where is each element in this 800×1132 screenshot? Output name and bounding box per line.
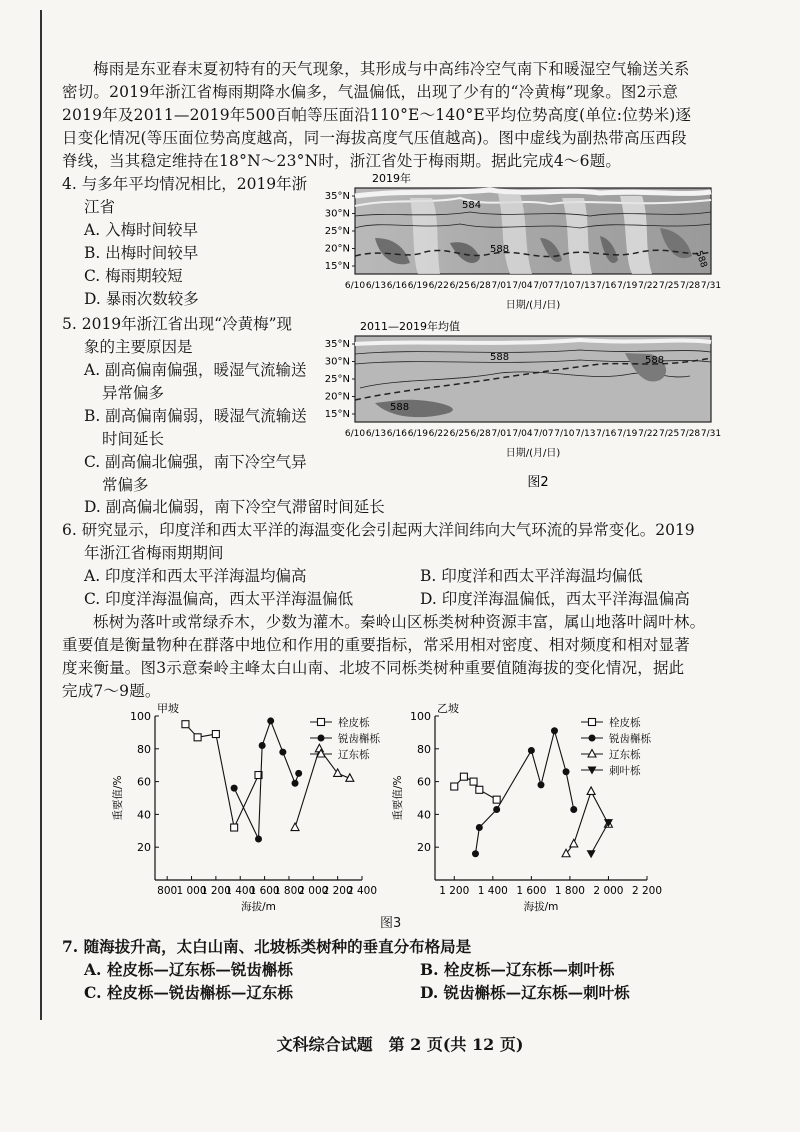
fig2-top-label: 588 bbox=[490, 244, 510, 255]
q5-option-a-cont: 异常偏多 bbox=[102, 384, 165, 402]
fig2-x-tick: 7/10 bbox=[554, 429, 575, 439]
fig2-x-tick: 7/19 bbox=[617, 281, 638, 291]
series-1 bbox=[472, 727, 577, 857]
fig2-top-x-axis bbox=[345, 281, 721, 291]
data-point-circle bbox=[476, 824, 483, 831]
y-tick-label: 80 bbox=[137, 742, 151, 756]
data-point-square bbox=[182, 721, 189, 728]
data-point-square bbox=[460, 773, 467, 780]
q7-option-a[interactable]: A. 栓皮栎—辽东栎—锐齿槲栎 bbox=[84, 960, 293, 979]
fig2-x-tick: 6/25 bbox=[449, 429, 470, 439]
fig2-x-tick: 6/16 bbox=[386, 429, 407, 439]
intro-paragraph-2 bbox=[62, 611, 762, 703]
series-3 bbox=[587, 819, 613, 858]
q4-stem: 江省 bbox=[84, 198, 116, 216]
intro2-line: 栎树为落叶或常绿乔木，少数为灌木。秦岭山区栎类树种资源丰富，属山地落叶阔叶林。 bbox=[93, 613, 706, 631]
y-axis-label: 重要值/% bbox=[392, 775, 404, 821]
x-tick-label: 1 400 bbox=[477, 885, 508, 897]
series-0 bbox=[182, 721, 262, 831]
y-tick-label: 60 bbox=[137, 775, 151, 789]
y-tick-label: 20 bbox=[137, 841, 151, 855]
q6-option-c[interactable]: C. 印度洋海温偏高，西太平洋海温偏低 bbox=[84, 590, 354, 608]
legend-label: 栓皮栎 bbox=[338, 717, 370, 729]
chart-title: 乙坡 bbox=[437, 702, 459, 715]
data-point-square bbox=[470, 778, 477, 785]
x-tick-label: 1 400 bbox=[225, 885, 256, 897]
fig2-x-tick: 7/16 bbox=[596, 281, 617, 291]
x-axis-label: 海拔/m bbox=[241, 901, 276, 913]
fig2-x-tick: 6/13 bbox=[365, 429, 387, 439]
data-point-circle bbox=[231, 785, 238, 792]
x-axis-label: 海拔/m bbox=[523, 901, 559, 913]
fig2-x-tick: 7/10 bbox=[554, 281, 575, 291]
series-1 bbox=[231, 717, 303, 842]
q6-option-d[interactable]: D. 印度洋海温偏低，西太平洋海温偏高 bbox=[420, 590, 690, 608]
fig2-x-tick: 7/19 bbox=[617, 429, 638, 439]
legend-entry bbox=[310, 716, 370, 729]
fig2-x-tick: 7/22 bbox=[638, 429, 659, 439]
q4-option-a[interactable]: A. 入梅时间较早 bbox=[84, 221, 199, 239]
fig2-x-tick: 7/07 bbox=[533, 281, 554, 291]
fig2-x-tick: 7/28 bbox=[679, 281, 701, 291]
data-point-triangle bbox=[587, 787, 595, 795]
fig2-top-label: 588 bbox=[693, 249, 709, 270]
data-point-circle bbox=[472, 850, 479, 857]
data-point-circle bbox=[279, 749, 286, 756]
intro2-line: 重要值是衡量物种在群落中地位和作用的重要指标，常采用相对密度、相对频度和相对显著 bbox=[62, 636, 691, 654]
page-footer: 文科综合试题 第 2 页(共 12 页) bbox=[276, 1035, 524, 1054]
figure-3-chart-b bbox=[392, 700, 685, 915]
q5-stem: 5. 2019年浙江省出现“冷黄梅”现 bbox=[62, 315, 293, 333]
fig2-x-tick: 7/16 bbox=[596, 429, 617, 439]
q4-option-b[interactable]: B. 出梅时间较早 bbox=[84, 244, 199, 262]
fig2-x-tick: 6/19 bbox=[407, 429, 428, 439]
fig2-top-y-axis bbox=[325, 191, 355, 272]
data-point-square bbox=[318, 719, 325, 726]
x-tick-label: 2 000 bbox=[593, 885, 624, 897]
fig2-y-tick: 30°N bbox=[324, 208, 350, 220]
data-point-circle bbox=[292, 780, 299, 787]
data-point-circle bbox=[563, 768, 570, 775]
data-point-circle bbox=[570, 806, 577, 813]
fig3-caption: 图3 bbox=[380, 916, 402, 931]
q7-option-c[interactable]: C. 栓皮栎—锐齿槲栎—辽东栎 bbox=[84, 983, 293, 1002]
series-0 bbox=[451, 773, 500, 803]
q7-option-d[interactable]: D. 锐齿槲栎—辽东栎—刺叶栎 bbox=[420, 983, 630, 1002]
x-tick-label: 1 600 bbox=[516, 885, 547, 897]
q6-stem: 6. 研究显示，印度洋和西太平洋的海温变化会引起两大洋间纬向大气环流的异常变化。2019 bbox=[62, 521, 695, 539]
fig2-y-tick: 15°N bbox=[324, 261, 350, 272]
y-axis-label: 重要值/% bbox=[112, 775, 124, 821]
fig2-x-tick: 6/25 bbox=[449, 281, 470, 291]
intro-paragraph-1 bbox=[62, 58, 762, 173]
data-point-circle bbox=[255, 836, 262, 843]
x-tick-label: 1 200 bbox=[439, 885, 470, 897]
y-tick-label: 40 bbox=[137, 808, 151, 822]
legend-entry bbox=[581, 716, 641, 729]
data-point-circle bbox=[538, 781, 545, 788]
fig2-x-tick: 7/07 bbox=[533, 429, 554, 439]
q5-option-c-cont: 常偏多 bbox=[102, 476, 149, 494]
intro1-line: 梅雨是东亚春末夏初特有的天气现象，其形成与中高纬冷空气南下和暖湿空气输送关系 bbox=[93, 60, 690, 78]
data-point-square bbox=[194, 734, 201, 741]
x-tick-label: 2 400 bbox=[346, 885, 378, 897]
q5-option-a[interactable]: A. 副高偏南偏强，暖湿气流输送 bbox=[84, 361, 307, 379]
q5-option-c[interactable]: C. 副高偏北偏强，南下冷空气异 bbox=[84, 453, 307, 471]
data-point-circle bbox=[318, 735, 325, 742]
series-line bbox=[234, 721, 299, 839]
question-6 bbox=[62, 519, 695, 565]
fig2-x-tick: 7/28 bbox=[679, 429, 701, 439]
x-tick-label: 1 800 bbox=[273, 885, 304, 897]
fig2-x-tick: 7/01 bbox=[491, 281, 512, 291]
intro1-line: 日变化情况(等压面位势高度越高，同一海拔高度气压值越高)。图中虚线为副热带高压西段 bbox=[62, 129, 687, 147]
figure-3-chart-a bbox=[100, 700, 400, 915]
fig2-x-tick: 7/13 bbox=[575, 429, 596, 439]
q4-option-c[interactable]: C. 梅雨期较短 bbox=[84, 267, 183, 285]
data-point-square bbox=[493, 796, 500, 803]
intro1-line: 2019年及2011—2019年500百帕等压面沿110°E～140°E平均位势高度(单位:位势米)逐 bbox=[62, 106, 692, 124]
fig2-bottom-x-axis bbox=[345, 429, 721, 439]
fig2-y-tick: 30°N bbox=[324, 356, 350, 368]
q5-option-b-cont: 时间延长 bbox=[102, 430, 165, 448]
fig2-caption: 图2 bbox=[527, 475, 549, 490]
q5-option-b[interactable]: B. 副高偏南偏弱，暖湿气流输送 bbox=[84, 407, 307, 425]
fig2-x-tick: 7/01 bbox=[491, 429, 512, 439]
data-point-square bbox=[231, 824, 238, 831]
intro2-line: 完成7～9题。 bbox=[62, 682, 161, 700]
fig2-y-tick: 25°N bbox=[324, 226, 350, 237]
q6-option-b[interactable]: B. 印度洋和西太平洋海温均偏低 bbox=[420, 567, 643, 585]
fig2-top-panel bbox=[325, 171, 721, 311]
fig2-x-tick: 6/22 bbox=[428, 429, 449, 439]
data-point-circle bbox=[551, 727, 558, 734]
fig2-y-tick: 25°N bbox=[324, 374, 350, 385]
y-tick-label: 80 bbox=[417, 742, 431, 756]
y-tick-label: 100 bbox=[130, 710, 151, 723]
data-point-square bbox=[451, 783, 458, 790]
legend-entry bbox=[581, 748, 641, 761]
fig2-x-tick: 7/31 bbox=[700, 281, 722, 291]
data-point-circle bbox=[528, 747, 535, 754]
y-tick-label: 60 bbox=[417, 775, 431, 789]
intro1-line: 密切。2019年浙江省梅雨期降水偏多，气温偏低，出现了少有的“冷黄梅”现象。图2示意 bbox=[62, 83, 679, 101]
x-tick-label: 2 200 bbox=[631, 885, 663, 897]
fig2-x-tick: 6/22 bbox=[428, 281, 449, 291]
fig2-bottom-xlabel: 日期/(月/日) bbox=[505, 448, 561, 459]
fig2-x-tick: 6/13 bbox=[365, 281, 387, 291]
legend-label: 刺叶栎 bbox=[609, 765, 641, 777]
figure-2 bbox=[300, 168, 740, 492]
q5-option-d[interactable]: D. 副高偏北偏弱，南下冷空气滞留时间延长 bbox=[84, 498, 385, 516]
q7-option-b[interactable]: B. 栓皮栎—辽东栎—刺叶栎 bbox=[420, 960, 615, 979]
fig2-x-tick: 6/10 bbox=[344, 281, 366, 291]
legend-label: 锐齿槲栎 bbox=[338, 733, 380, 745]
fig2-x-tick: 6/16 bbox=[386, 281, 407, 291]
data-point-triangle bbox=[588, 750, 596, 758]
y-tick-label: 100 bbox=[410, 710, 431, 723]
fig2-x-tick: 6/28 bbox=[470, 429, 491, 439]
question-5 bbox=[62, 313, 307, 497]
fig2-top-title: 2019年 bbox=[372, 172, 411, 185]
data-point-circle bbox=[267, 717, 274, 724]
fig2-bottom-label: 588 bbox=[390, 402, 410, 413]
x-tick-label: 1 600 bbox=[249, 885, 280, 897]
fig2-x-tick: 6/19 bbox=[407, 281, 428, 291]
data-point-square bbox=[589, 719, 596, 726]
fig2-y-tick: 20°N bbox=[324, 243, 350, 255]
q4-stem: 4. 与多年平均情况相比，2019年浙 bbox=[62, 175, 308, 193]
fig2-bottom-y-axis bbox=[325, 339, 355, 420]
data-point-triangle-down bbox=[587, 850, 596, 858]
data-point-circle bbox=[493, 806, 500, 813]
fig2-y-tick: 15°N bbox=[324, 409, 350, 420]
fig2-x-tick: 6/28 bbox=[470, 281, 491, 291]
data-point-square bbox=[212, 731, 219, 738]
data-point-triangle bbox=[570, 839, 578, 847]
fig2-x-tick: 7/22 bbox=[638, 281, 659, 291]
fig2-top-xlabel: 日期/(月/日) bbox=[505, 300, 561, 311]
chart-title: 甲坡 bbox=[157, 702, 179, 715]
question-7-stem: 7. 随海拔升高，太白山南、北坡栎类树种的垂直分布格局是 bbox=[62, 937, 472, 956]
y-tick-label: 40 bbox=[417, 808, 431, 822]
intro2-line: 度来衡量。图3示意秦岭主峰太白山南、北坡不同栎类树种重要值随海拔的变化情况，据此 bbox=[62, 659, 685, 677]
legend-entry bbox=[581, 732, 651, 745]
legend-label: 栓皮栎 bbox=[609, 717, 641, 729]
left-margin-rule bbox=[40, 10, 42, 1020]
x-tick-label: 2 200 bbox=[322, 885, 353, 897]
fig2-y-tick: 35°N bbox=[324, 191, 350, 202]
fig2-x-tick: 6/10 bbox=[344, 429, 366, 439]
legend-label: 锐齿槲栎 bbox=[609, 733, 651, 745]
q6-stem: 年浙江省梅雨期期间 bbox=[84, 544, 224, 562]
question-4 bbox=[62, 173, 307, 311]
fig2-x-tick: 7/13 bbox=[575, 281, 596, 291]
fig2-x-tick: 7/04 bbox=[512, 429, 533, 439]
fig2-x-tick: 7/31 bbox=[700, 429, 722, 439]
intro1-line: 脊线，当其稳定维持在18°N～23°N时，浙江省处于梅雨期。据此完成4～6题。 bbox=[62, 152, 622, 170]
x-tick-label: 800 bbox=[157, 885, 178, 897]
q4-option-d[interactable]: D. 暴雨次数较多 bbox=[84, 290, 199, 308]
data-point-circle bbox=[295, 770, 302, 777]
data-point-square bbox=[476, 786, 483, 793]
fig2-bottom-panel bbox=[325, 319, 721, 459]
y-tick-label: 20 bbox=[417, 841, 431, 855]
fig2-bottom-label: 588 bbox=[645, 355, 665, 366]
series-line bbox=[475, 731, 573, 854]
x-tick-label: 2 000 bbox=[298, 885, 329, 897]
fig2-bottom-title: 2011—2019年均值 bbox=[360, 320, 460, 333]
fig2-x-tick: 7/04 bbox=[512, 281, 533, 291]
legend-entry bbox=[310, 732, 380, 745]
x-tick-label: 1 200 bbox=[200, 885, 231, 897]
legend-label: 辽东栎 bbox=[338, 749, 370, 761]
series-2 bbox=[562, 787, 612, 857]
fig2-top-label: 584 bbox=[462, 200, 482, 211]
fig2-x-tick: 7/25 bbox=[659, 281, 680, 291]
x-tick-label: 1 800 bbox=[554, 885, 585, 897]
legend-entry bbox=[581, 764, 641, 777]
data-point-triangle bbox=[291, 823, 299, 831]
q5-stem: 象的主要原因是 bbox=[84, 338, 193, 356]
fig2-bottom-label: 588 bbox=[490, 352, 510, 363]
fig2-y-tick: 20°N bbox=[324, 391, 350, 403]
data-point-circle bbox=[259, 742, 266, 749]
q6-option-a[interactable]: A. 印度洋和西太平洋海温均偏高 bbox=[84, 567, 307, 585]
x-tick-label: 1 000 bbox=[176, 885, 207, 897]
fig2-x-tick: 7/25 bbox=[659, 429, 680, 439]
fig2-y-tick: 35°N bbox=[324, 339, 350, 350]
legend-label: 辽东栎 bbox=[609, 749, 641, 761]
series-line bbox=[591, 823, 608, 854]
data-point-circle bbox=[589, 735, 596, 742]
